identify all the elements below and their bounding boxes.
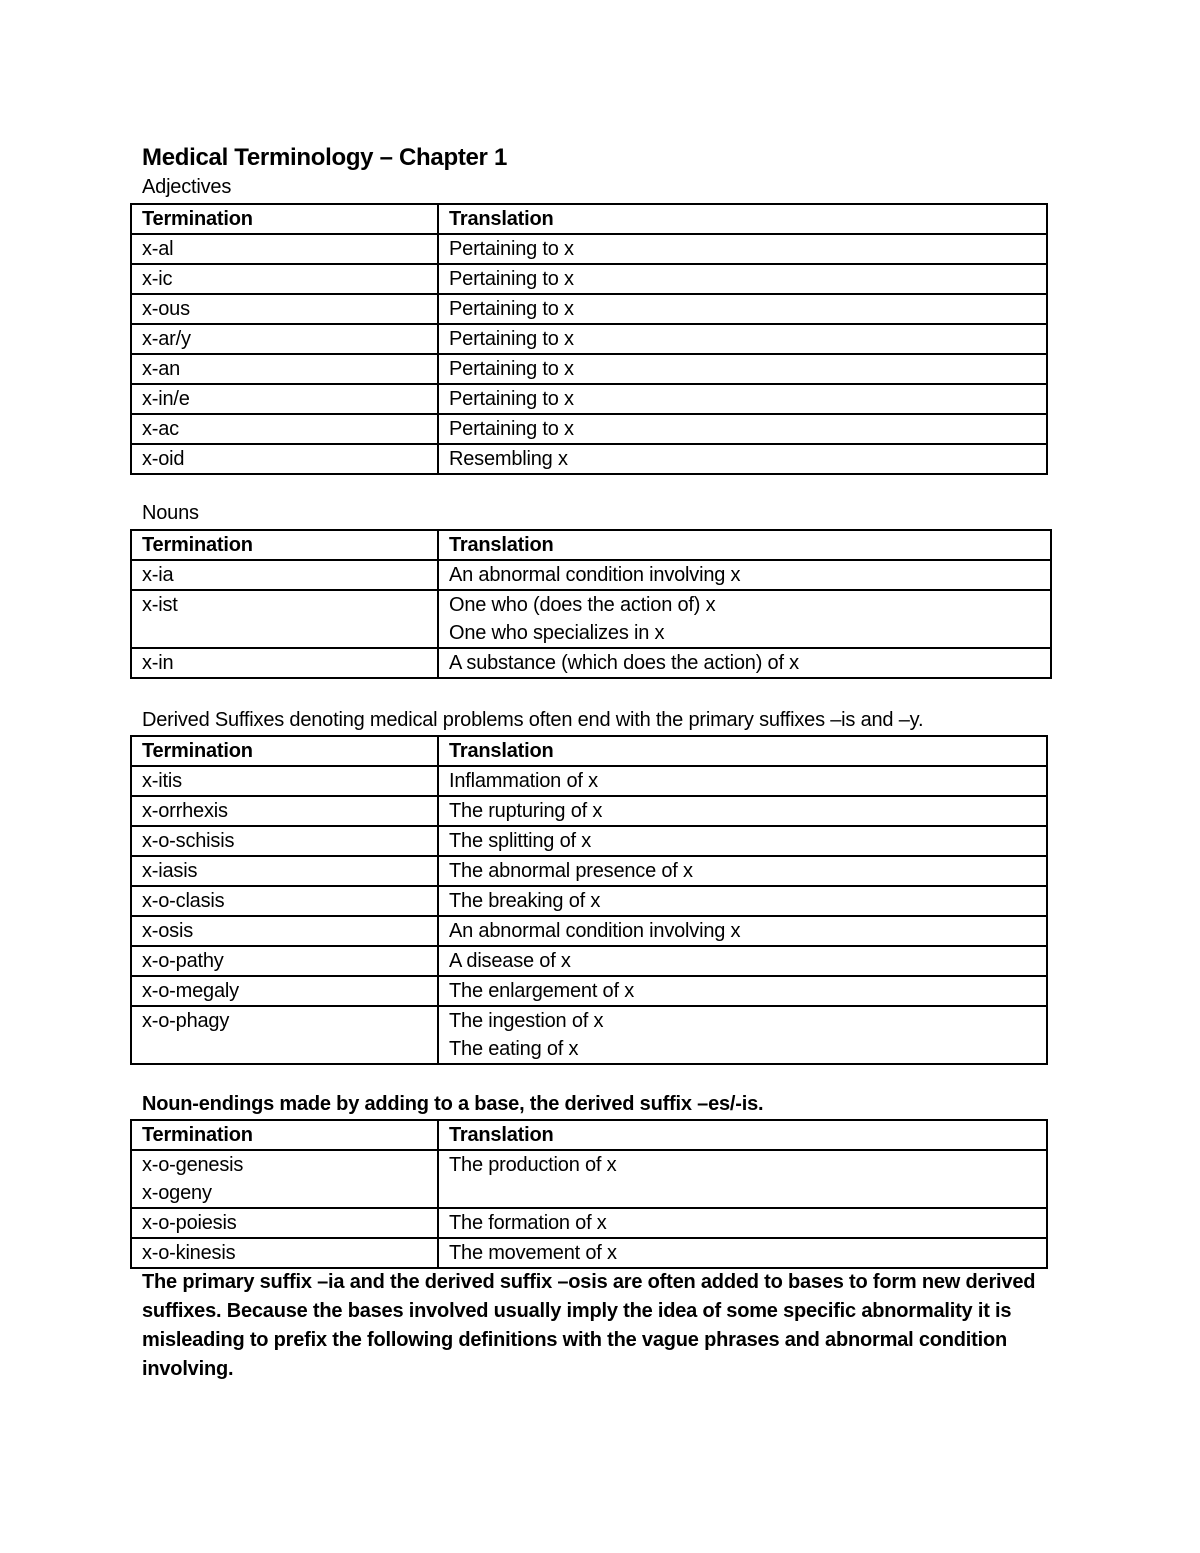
cell-line: x-o-clasis xyxy=(142,890,225,912)
table-row xyxy=(131,886,1047,916)
cell-line: The production of x xyxy=(449,1154,617,1176)
termination-cell: x-ous xyxy=(131,294,438,324)
translation-cell xyxy=(438,1150,1047,1208)
translation-cell: Resembling x xyxy=(438,444,1047,474)
cell-line: The ingestion of x xyxy=(449,1010,604,1032)
page-title: Medical Terminology – Chapter 1 xyxy=(142,144,508,171)
termination-cell xyxy=(131,648,438,678)
cell-line: x-ia xyxy=(142,564,174,586)
translation-cell xyxy=(438,826,1047,856)
header-translation: Translation xyxy=(438,736,1047,766)
termination-cell: x-in/e xyxy=(131,384,438,414)
termination-cell xyxy=(131,1208,438,1238)
cell-line: The enlargement of x xyxy=(449,980,634,1002)
derived-suffixes-table xyxy=(130,735,1048,1065)
cell-line: x-o-genesis xyxy=(142,1154,244,1176)
table-row xyxy=(131,1150,1047,1208)
translation-cell xyxy=(438,946,1047,976)
translation-cell xyxy=(438,1006,1047,1064)
termination-cell xyxy=(131,946,438,976)
adjectives-table xyxy=(130,203,1048,475)
termination-cell xyxy=(131,886,438,916)
termination-cell: x-ac xyxy=(131,414,438,444)
table-row xyxy=(131,648,1051,678)
cell-line: The splitting of x xyxy=(449,830,592,852)
termination-cell xyxy=(131,826,438,856)
termination-cell: x-an xyxy=(131,354,438,384)
table-row xyxy=(131,560,1051,590)
section-label-nouns: Nouns xyxy=(142,502,199,524)
cell-line: Inflammation of x xyxy=(449,770,598,792)
cell-line: x-o-kinesis xyxy=(142,1242,236,1264)
header-termination: Termination xyxy=(131,204,438,234)
termination-cell: x-ic xyxy=(131,264,438,294)
termination-cell xyxy=(131,1238,438,1268)
table-header-row xyxy=(131,1120,1047,1150)
termination-cell xyxy=(131,796,438,826)
termination-cell: x-oid xyxy=(131,444,438,474)
section-label-derived: Derived Suffixes denoting medical problems often end with the primary suffixes –is and –y. xyxy=(142,709,924,731)
translation-cell: Pertaining to x xyxy=(438,294,1047,324)
cell-line: One who (does the action of) x xyxy=(449,594,716,616)
table-row xyxy=(131,294,1047,324)
termination-cell xyxy=(131,976,438,1006)
termination-cell xyxy=(131,1006,438,1064)
cell-line: x-o-phagy xyxy=(142,1010,230,1032)
cell-line: A disease of x xyxy=(449,950,571,972)
translation-cell xyxy=(438,976,1047,1006)
section-label-noun-endings: Noun-endings made by adding to a base, the derived suffix –es/-is. xyxy=(142,1093,764,1115)
table-row xyxy=(131,590,1051,648)
translation-cell xyxy=(438,796,1047,826)
table-row xyxy=(131,1006,1047,1064)
termination-cell xyxy=(131,766,438,796)
nouns-table xyxy=(130,529,1052,679)
cell-line: The rupturing of x xyxy=(449,800,603,822)
cell-line: x-o-pathy xyxy=(142,950,224,972)
translation-cell xyxy=(438,1208,1047,1238)
table-row xyxy=(131,384,1047,414)
cell-line: The movement of x xyxy=(449,1242,617,1264)
table-row xyxy=(131,1238,1047,1268)
cell-line: x-in xyxy=(142,652,174,674)
table-row xyxy=(131,946,1047,976)
termination-cell xyxy=(131,590,438,648)
table-row xyxy=(131,1208,1047,1238)
table-row xyxy=(131,264,1047,294)
header-termination: Termination xyxy=(131,736,438,766)
table-header-row xyxy=(131,736,1047,766)
translation-cell: Pertaining to x xyxy=(438,414,1047,444)
termination-cell xyxy=(131,856,438,886)
table-row xyxy=(131,324,1047,354)
table-row xyxy=(131,976,1047,1006)
table-row xyxy=(131,766,1047,796)
cell-line: An abnormal condition involving x xyxy=(449,564,741,586)
table-row xyxy=(131,444,1047,474)
cell-line: x-ogeny xyxy=(142,1182,212,1204)
cell-line: The eating of x xyxy=(449,1038,579,1060)
cell-line: An abnormal condition involving x xyxy=(449,920,741,942)
termination-cell xyxy=(131,1150,438,1208)
termination-cell xyxy=(131,916,438,946)
translation-cell xyxy=(438,1238,1047,1268)
termination-cell: x-ar/y xyxy=(131,324,438,354)
noun-endings-table xyxy=(130,1119,1048,1269)
header-translation: Translation xyxy=(438,530,1051,560)
header-termination: Termination xyxy=(131,1120,438,1150)
translation-cell xyxy=(438,886,1047,916)
table-row xyxy=(131,916,1047,946)
translation-cell xyxy=(438,856,1047,886)
cell-line: The breaking of x xyxy=(449,890,601,912)
translation-cell: Pertaining to x xyxy=(438,264,1047,294)
cell-line: x-o-poiesis xyxy=(142,1212,237,1234)
translation-cell xyxy=(438,766,1047,796)
cell-line: x-o-megaly xyxy=(142,980,239,1002)
translation-cell: Pertaining to x xyxy=(438,234,1047,264)
table-row xyxy=(131,234,1047,264)
cell-line: x-iasis xyxy=(142,860,198,882)
termination-cell: x-al xyxy=(131,234,438,264)
translation-cell xyxy=(438,916,1047,946)
translation-cell: Pertaining to x xyxy=(438,384,1047,414)
table-row xyxy=(131,354,1047,384)
header-translation: Translation xyxy=(438,204,1047,234)
footer-paragraph: The primary suffix –ia and the derived suffix –osis are often added to bases to form new derived suffixes. Because the bases involved usually imply the idea of some specific abnormality it is misleading to prefix the following definitions with the vague phrases and abnormal condition involving. xyxy=(142,1271,1036,1380)
cell-line: The abnormal presence of x xyxy=(449,860,693,882)
table-header-row xyxy=(131,530,1051,560)
header-translation: Translation xyxy=(438,1120,1047,1150)
translation-cell xyxy=(438,648,1051,678)
cell-line: x-osis xyxy=(142,920,194,942)
termination-cell xyxy=(131,560,438,590)
header-termination: Termination xyxy=(131,530,438,560)
cell-line: One who specializes in x xyxy=(449,622,665,644)
table-row xyxy=(131,826,1047,856)
table-row xyxy=(131,856,1047,886)
translation-cell: Pertaining to x xyxy=(438,324,1047,354)
table-row xyxy=(131,796,1047,826)
cell-line: x-itis xyxy=(142,770,182,792)
table-header-row xyxy=(131,204,1047,234)
translation-cell xyxy=(438,590,1051,648)
translation-cell xyxy=(438,560,1051,590)
table-row xyxy=(131,414,1047,444)
cell-line: x-o-schisis xyxy=(142,830,235,852)
section-label-adjectives: Adjectives xyxy=(142,176,232,198)
cell-line: A substance (which does the action) of x xyxy=(449,652,799,674)
cell-line: x-ist xyxy=(142,594,178,616)
cell-line: x-orrhexis xyxy=(142,800,228,822)
cell-line: The formation of x xyxy=(449,1212,607,1234)
translation-cell: Pertaining to x xyxy=(438,354,1047,384)
